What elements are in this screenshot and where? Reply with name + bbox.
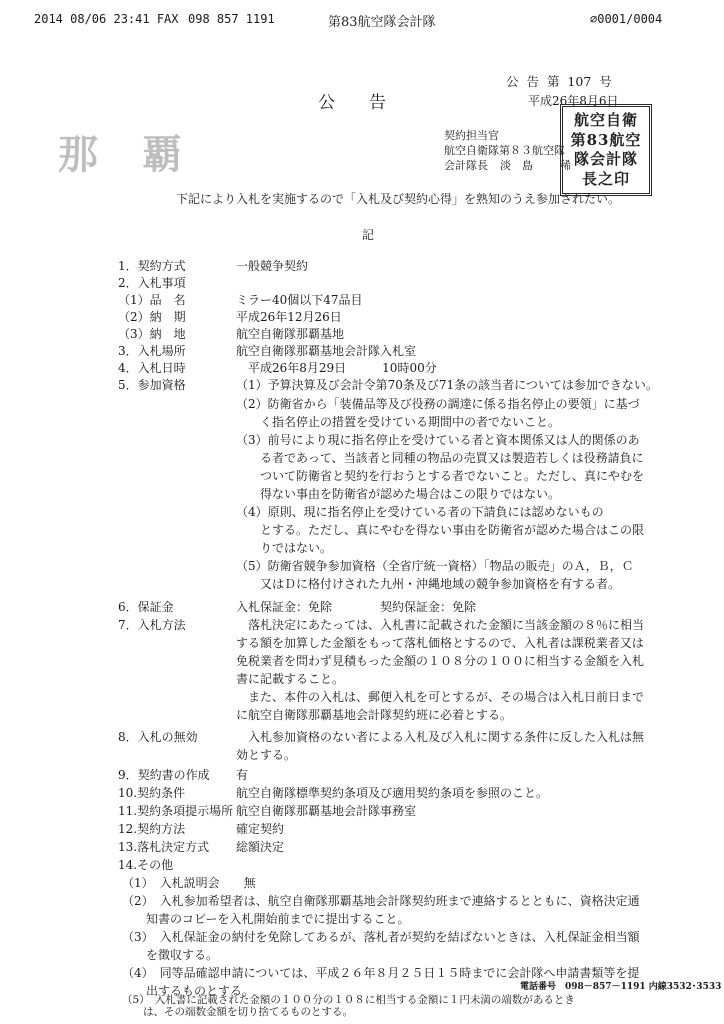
qualification-line: りではない。 [236,541,333,555]
item-value: 一般競争契約 [236,259,309,273]
item-value: 航空自衛隊標準契約条項及び適用契約条項を参照のこと。 [236,786,549,800]
item-label: 13.落札決定方式 [118,840,210,854]
item-label: 14.その他 [118,858,174,872]
item-label: 12.契約方法 [118,822,186,836]
item-value: 総額決定 [236,840,285,854]
item-value: 入札参加資格のない者による入札及び入札に関する条件に反した入札は無 [236,730,645,744]
item-value: 航空自衛隊那覇基地会計隊事務室 [236,804,417,818]
item-value: 平成26年12月26日 [236,310,342,324]
qualification-line: 又はＤに格付けされた九州・沖縄地域の競争参加資格を有する者。 [236,577,621,591]
item-label: 8．入札の無効 [118,730,198,744]
qualification-line: ついて防衛省と契約を行おうとする者でないこと。ただし、真にやむを [236,469,645,483]
others-line: は、その端数金額を切り捨てるものとする。 [122,1006,353,1018]
issuer-name: 淡 島 [500,159,533,172]
qualification-line: （5）防衛省競争参加資格（全省庁統一資格）「物品の販売」のＡ，Ｂ，Ｃ [236,559,634,573]
issuer-suffix: 稀 [560,159,571,172]
seal-line: 隊会計隊 [573,150,638,169]
item-value: 航空自衛隊那覇基地会計隊入札室 [236,344,417,358]
item-label: 10.契約条件 [118,786,186,800]
item-label: 3．入札場所 [118,344,186,358]
method-line: また、本件の入札は、郵便入札を可とするが、その場合は入札日前日まで [236,690,645,704]
item-label: 4．入札日時 [118,361,186,375]
item-label: （2）納 期 [118,310,186,324]
method-line: 書に記載すること。 [236,672,345,686]
footer-phone: 電話番号 098－857－1191 内線3532･3533 [520,982,722,992]
others-line: （5） 入札書に記載された金額の１００分の１０８に相当する金額に１円未満の端数があるとき [122,994,575,1006]
item-value: 落札決定にあたっては、入札書に記載された金額に当該金額の８％に相当 [236,618,645,632]
item-label: 9．契約書の作成 [118,768,210,782]
issuer-unit: 航空自衛隊第８３航空隊 [444,144,565,157]
naha-stamp: 那覇 [58,131,226,178]
item-label: 5．参加資格 [118,378,186,392]
item-label: 1．契約方式 [118,259,186,273]
seal-line: 航空自衛 [573,111,638,130]
qualification-line: とする。ただし、真にやむを得ない事由を防衛省が認めた場合はこの限 [236,523,645,537]
official-seal [560,104,652,196]
qualification-line: （3）前号により現に指名停止を受けている者と資本関係又は人的関係のあ [236,433,640,447]
issuer-title: 契約担当官 [444,129,499,142]
ki-heading: 記 [362,228,375,242]
fax-number: 098 857 1191 [188,12,275,26]
qualification-line: 得ない事由を防衛省が認めた場合はこの限りではない。 [236,487,561,501]
item-value: 航空自衛隊那覇基地 [236,327,345,341]
qualification-line: （4）原則、現に指名停止を受けている者の下請負には認めないもの [236,505,604,519]
page-title: 公告 [318,93,420,113]
seal-line: 第83航空 [570,130,642,149]
fax-datetime: 2014 08/06 23:41 FAX [34,12,179,26]
qualification-line: る者であって、当該者と同種の物品の売買又は製造若しくは役務請負に [236,451,644,465]
others-line: （4） 同等品確認申請については、平成２６年８月２５日１５時までに会計隊へ申請書類等を提 [122,966,640,980]
seal-line: 長之印 [581,169,630,188]
qualification-line: く指名停止の措置を受けている期間中の者でないこと。 [236,415,561,429]
method-line: に航空自衛隊那覇基地会計隊契約班に必着とする。 [236,708,513,722]
item-label: 7．入札方法 [118,618,186,632]
item-value: ミラー40個以下47品目 [236,293,363,307]
notice-date: 平成26年8月6日 [528,94,619,108]
item-value: 有 [236,768,249,782]
qualification-line: （2）防衛省から「装備品等及び役務の調達に係る指名停止の要領」に基づ [236,397,640,411]
notice-number: 公 告 第 107 号 [506,74,612,89]
method-line: 免税業者を問わず見積もった金額の１０８分の１００に相当する金額を入札 [236,654,645,668]
issuer-role: 会計隊長 [444,159,488,172]
fax-sender: 第83航空隊会計隊 [328,15,436,30]
item-value: 入札保証金：免除 契約保証金：免除 [236,600,477,614]
fax-page: ⌀0001/0004 [590,12,663,26]
intro-text: 下記により入札を実施するので「入札及び契約心得」を熟知のうえ参加されたい。 [176,192,621,206]
others-line: （3） 入札保証金の納付を免除してあるが、落札者が契約を結ばないときは、入札保証金相当額 [122,930,640,944]
item-label: （3）納 地 [118,327,186,341]
item-label: 2．入札事項 [118,276,186,290]
others-line: （2） 入札参加希望者は、航空自衛隊那覇基地会計隊契約班まで連絡するとともに、資格決定通 [122,894,640,908]
item-value: 平成26年8月29日 10時00分 [236,361,437,375]
others-line: 知書のコピーを入札開始前までに提出すること。 [122,912,410,926]
item-label: （1）品 名 [118,293,186,307]
others-line: 出するものとする。 [122,984,255,998]
item-label: 6．保証金 [118,600,174,614]
item-value: 効とする。 [236,748,297,762]
item-value: 確定契約 [236,822,285,836]
others-line: を徴収する。 [122,948,219,962]
item-label: 11.契約条項提示場所 [118,804,234,818]
others-line: （1） 入札説明会 無 [122,876,256,890]
item-value: （1）予算決算及び会計令第70条及び71条の該当者については参加できない。 [236,378,658,392]
method-line: する額を加算した金額をもって落札価格とするので、入札者は課税業者又は [236,636,644,650]
